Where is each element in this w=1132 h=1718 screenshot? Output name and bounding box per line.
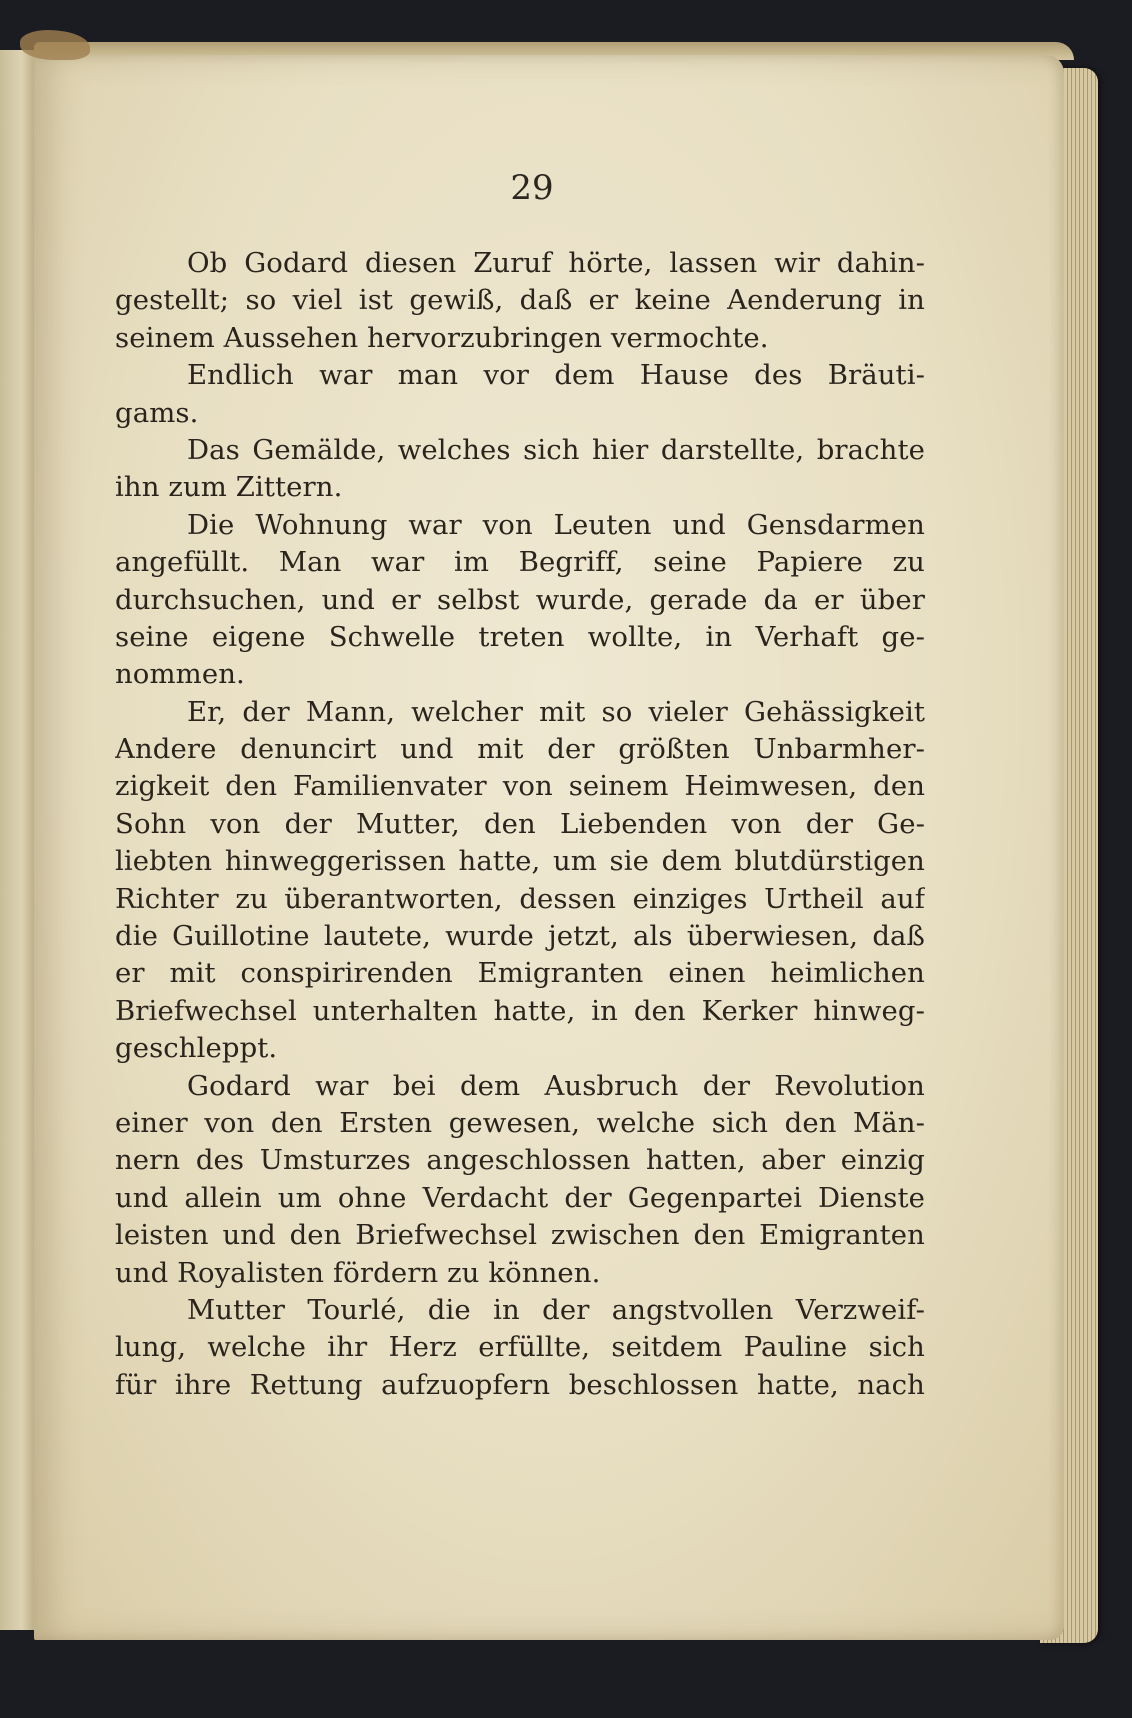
text-line: nommen. [115,658,245,691]
text-line: zigkeit den Familienvater von seinem Heimwesen, den [115,770,925,803]
text-line: liebten hinweggerissen hatte, um sie dem blutdürstigen [115,845,925,878]
text-line: gestellt; so viel ist gewiß, daß er keine Aenderung in [115,284,925,317]
text-line: Richter zu überantworten, dessen einziges Urtheil auf [115,882,925,915]
text-line: Die Wohnung war von Leuten und Gensdarmen [187,508,925,541]
text-line: für ihre Rettung aufzuopfern beschlossen hatte, nach [115,1368,925,1401]
body-text [115,245,925,1404]
text-line: Godard war bei dem Ausbruch der Revolution [187,1069,925,1102]
text-line: Ob Godard diesen Zuruf hörte, lassen wir dahin- [187,247,925,279]
page-number: 29 [510,168,554,208]
text-line: und allein um ohne Verdacht der Gegenpartei Dienste [115,1181,925,1214]
text-line: er mit conspirirenden Emigranten einen heimlichen [115,957,925,990]
text-line: Endlich war man vor dem Hause des Bräuti- [187,359,925,392]
text-line: seinem Aussehen hervorzubringen vermochte. [115,321,769,354]
text-line: seine eigene Schwelle treten wollte, in Verhaft ge- [115,620,925,653]
text-line: Er, der Mann, welcher mit so vieler Gehässigkeit [187,695,925,728]
text-line: einer von den Ersten gewesen, welche sich den Män- [115,1106,925,1139]
text-line: geschleppt. [115,1032,278,1065]
left-page-edge [0,50,38,1630]
text-line: Sohn von der Mutter, den Liebenden von der Ge- [115,807,925,840]
text-line: Mutter Tourlé, die in der angstvollen Verzweif- [187,1293,925,1326]
corner-damage [20,30,90,60]
text-line: Das Gemälde, welches sich hier darstellte, brachte [187,433,925,466]
text-line: durchsuchen, und er selbst wurde, gerade da er über [115,583,925,616]
text-line: nern des Umsturzes angeschlossen hatten, aber einzig [115,1144,925,1177]
text-line: die Guillotine lautete, wurde jetzt, als überwiesen, daß [115,920,925,953]
text-line: angefüllt. Man war im Begriff, seine Papiere zu [115,546,925,579]
text-line: gams. [115,396,199,429]
text-line: und Royalisten fördern zu können. [115,1256,601,1289]
text-line: lung, welche ihr Herz erfüllte, seitdem Pauline sich [115,1331,925,1364]
text-line: ihn zum Zittern. [115,471,343,504]
text-line: Briefwechsel unterhalten hatte, in den Kerker hinweg- [115,994,925,1027]
text-line: leisten und den Briefwechsel zwischen den Emigranten [115,1219,925,1252]
text-line: Andere denuncirt und mit der größten Unbarmher- [115,733,925,766]
